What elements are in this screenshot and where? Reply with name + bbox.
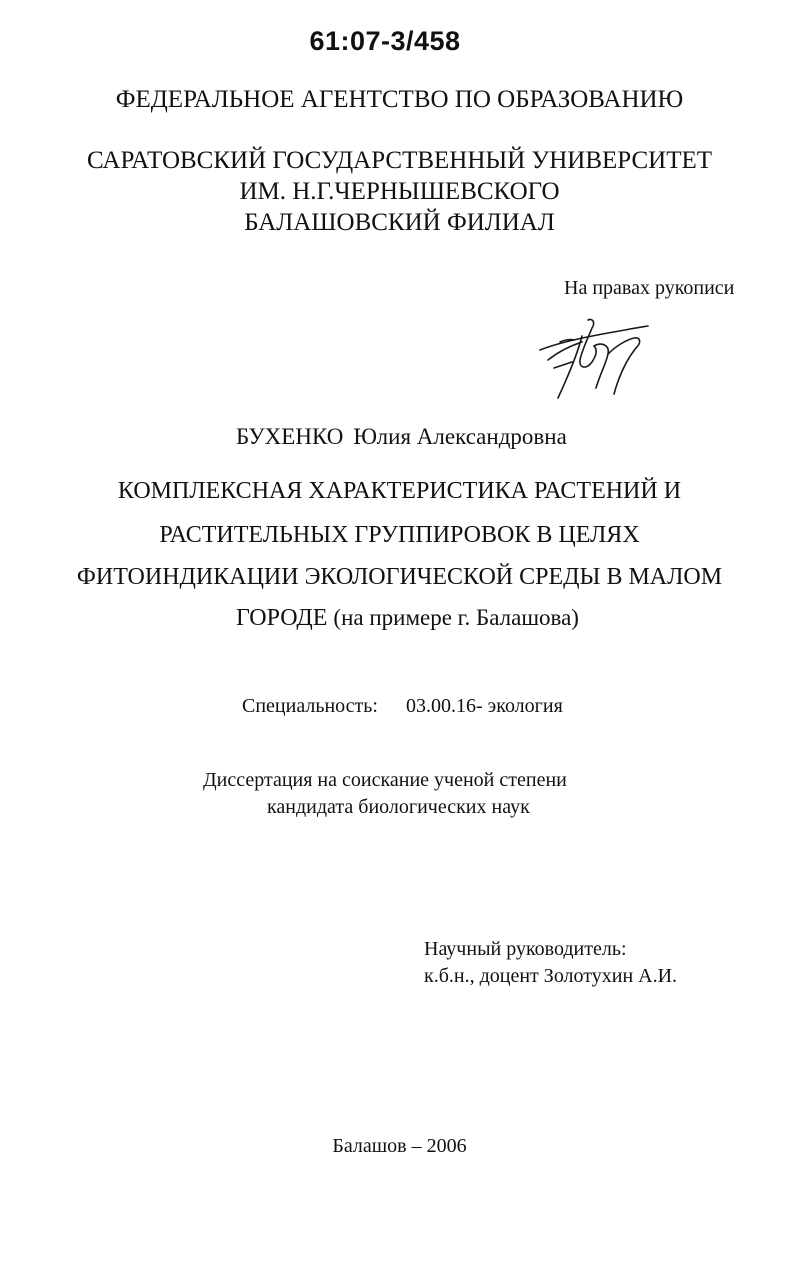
author-name [236, 424, 567, 450]
thesis-title-line-4 [236, 605, 579, 632]
manuscript-rights-note: На правах рукописи [564, 277, 735, 299]
thesis-title-example-note: (на примере г. Балашова) [333, 605, 579, 630]
place-and-year: Балашов – 2006 [332, 1135, 467, 1157]
author-given-names: Юлия Александровна [353, 424, 567, 449]
speciality-label: Специальность: [242, 695, 378, 717]
advisor-name: к.б.н., доцент Золотухин А.И. [424, 965, 678, 987]
dissertation-purpose-line-2: кандидата биологических наук [267, 796, 530, 818]
thesis-title-line-2: РАСТИТЕЛЬНЫХ ГРУППИРОВОК В ЦЕЛЯХ [159, 522, 640, 548]
archive-stamp: 61:07-3/458 [309, 26, 461, 56]
advisor-label: Научный руководитель: [424, 938, 627, 960]
dissertation-purpose-line-1: Диссертация на соискание ученой степени [203, 769, 567, 791]
university-name-line-3: БАЛАШОВСКИЙ ФИЛИАЛ [244, 209, 555, 236]
university-name-line-2: ИМ. Н.Г.ЧЕРНЫШЕВСКОГО [239, 178, 560, 205]
thesis-title-line-1: КОМПЛЕКСНАЯ ХАРАКТЕРИСТИКА РАСТЕНИЙ И [117, 478, 682, 504]
university-name-line-1: САРАТОВСКИЙ ГОСУДАРСТВЕННЫЙ УНИВЕРСИТЕТ [86, 147, 713, 174]
thesis-title-city: ГОРОДЕ [236, 605, 328, 631]
handwritten-signature [530, 312, 660, 404]
thesis-title-line-3: ФИТОИНДИКАЦИИ ЭКОЛОГИЧЕСКОЙ СРЕДЫ В МАЛОМ [76, 564, 723, 590]
author-surname: БУХЕНКО [236, 424, 344, 449]
agency-heading: ФЕДЕРАЛЬНОЕ АГЕНТСТВО ПО ОБРАЗОВАНИЮ [115, 86, 684, 113]
speciality-value: 03.00.16- экология [406, 695, 563, 717]
